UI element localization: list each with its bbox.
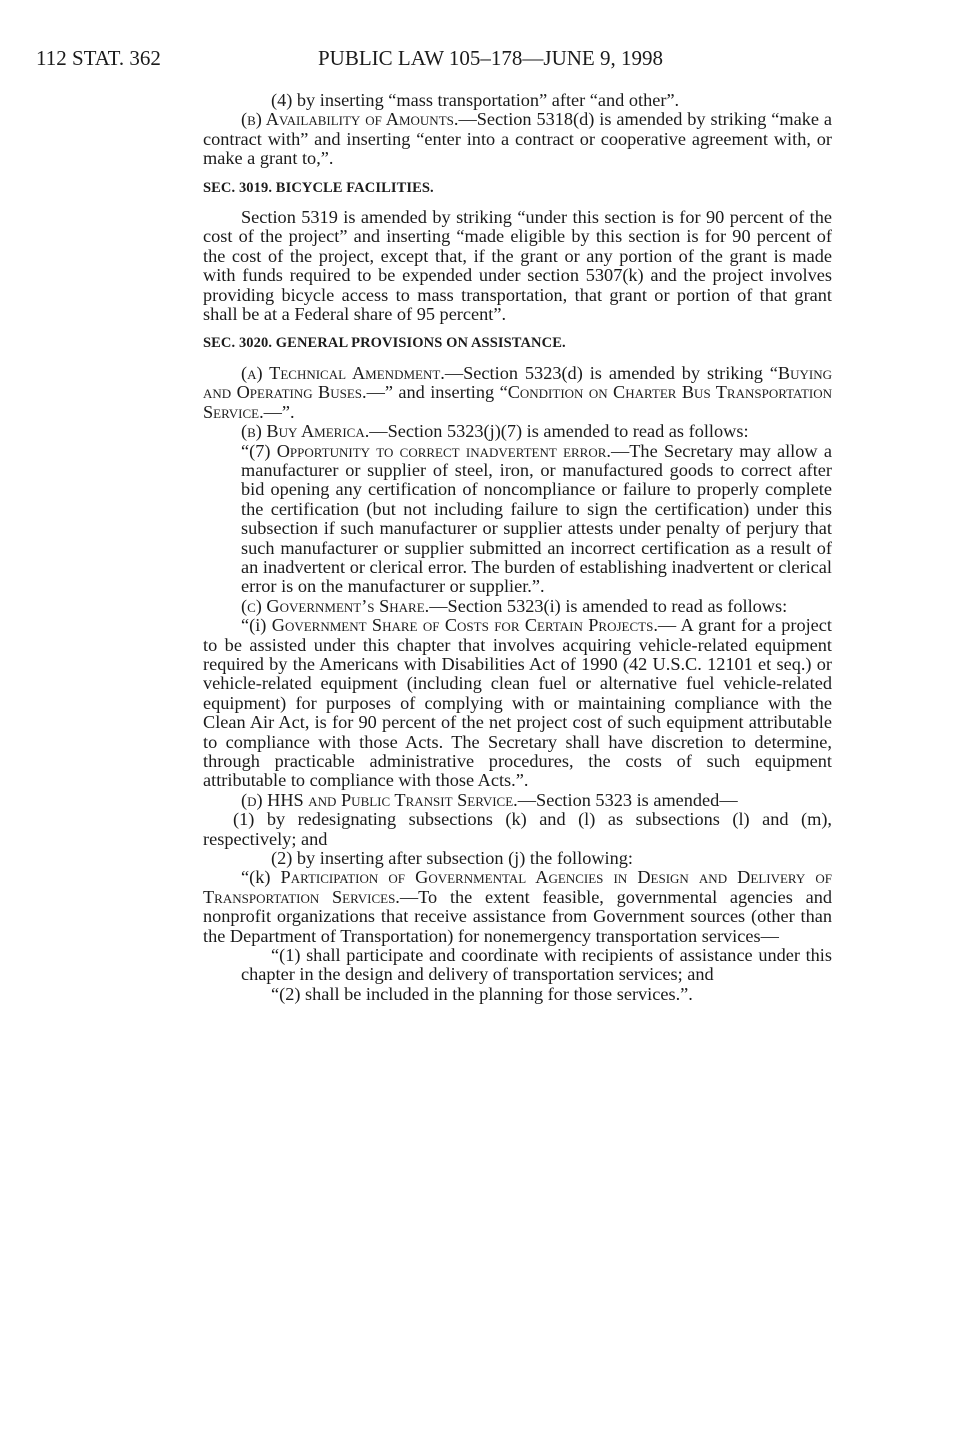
- subsection-b-availability: (b) Availability of Amounts.—Section 5318(d) is amended by striking “make a contract with” and inserting “enter into a contract or cooperative agreement with, or make a grant to,”.: [203, 109, 833, 169]
- subsection-a-technical: (a) Technical Amendment.—Section 5323(d) is amended by striking “Buying and Operating Buses.—” and inserting “Condition on Charter Bus Transportation Service.—”.: [203, 362, 832, 422]
- subsection-heading: (d) HHS and Public Transit Service.: [241, 789, 518, 810]
- subsection-heading: (a) Technical Amendment.: [241, 362, 445, 383]
- amendment-item-1: (1) by redesignating subsections (k) and (l) as subsections (l) and (m), respectively; and: [203, 809, 832, 849]
- quoted-subsection-k: “(k) Participation of Governmental Agencies in Design and Delivery of Transportation Services.—To the extent feasible, governmental agencies and nonprofit organizations that receive assistance from Government sources (other than the Department of Transportation) for nonemergency transportation services—: [203, 867, 832, 946]
- paragraph-heading: Government Share of Costs for Certain Projects.: [271, 615, 658, 636]
- section-3020-heading: SEC. 3020. GENERAL PROVISIONS ON ASSISTANCE.: [203, 335, 566, 352]
- quoted-item-1: “(1) shall participate and coordinate with recipients of assistance under this chapter in the design and delivery of transportation services; and: [241, 945, 832, 985]
- section-3019-text: Section 5319 is amended by striking “under this section is for 90 percent of the cost of the project” and inserting “made eligible by this section is for 90 percent of the cost of the project, except that, if the grant or any portion of the grant is made with funds required to be expended under section 5307(k) and the project involves providing bicycle access to mass transportation, that grant or portion of that grant shall be at a Federal share of 95 percent”.: [203, 207, 832, 325]
- paragraph-heading: Participation of Governmental Agencies in Design and Delivery of Transportation Services.: [203, 867, 832, 907]
- document-body: [203, 91, 832, 1004]
- amendment-item-2: (2) by inserting after subsection (j) the following:: [271, 848, 633, 869]
- subsection-d-hhs: (d) HHS and Public Transit Service.—Section 5323 is amended—: [241, 789, 738, 810]
- subsection-heading: (b) Availability of Amounts.: [241, 109, 459, 130]
- statute-page-number: 112 STAT. 362: [36, 46, 161, 70]
- quoted-subsection-i: “(i) Government Share of Costs for Certain Projects.— A grant for a project to be assisted under this chapter that involves acquiring vehicle-related equipment required by the Americans with Disabilities Act of 1990 (42 U.S.C. 12101 et seq.) or vehicle-related equipment (including clean fuel or alternative fuel vehicle-related equipment) for purposes of complying with or maintaining compliance with the Clean Air Act, is for 90 percent of the net project cost of such equipment attributable to compliance with those Acts. The Secretary shall have discretion to determine, through practicable administrative procedures, the costs of such equipment attributable to compliance with those Acts.”.: [203, 615, 832, 791]
- section-3019-heading: SEC. 3019. BICYCLE FACILITIES.: [203, 179, 434, 196]
- public-law-title: PUBLIC LAW 105–178—JUNE 9, 1998: [318, 46, 664, 70]
- subsection-c-government-share: (c) Government’s Share.—Section 5323(i) is amended to read as follows:: [241, 595, 788, 616]
- subsection-heading: (c) Government’s Share.: [241, 595, 430, 616]
- quoted-item-2: “(2) shall be included in the planning for those services.”.: [271, 983, 693, 1004]
- subsection-heading: (b) Buy America.: [241, 421, 370, 442]
- paragraph-heading: Opportunity to correct inadvertent error.: [276, 440, 611, 461]
- subsection-b-buy-america: (b) Buy America.—Section 5323(j)(7) is amended to read as follows:: [241, 421, 749, 442]
- paragraph-4: (4) by inserting “mass transportation” after “and other”.: [271, 90, 680, 110]
- quoted-paragraph-7: “(7) Opportunity to correct inadvertent error.—The Secretary may allow a manufacturer or supplier of steel, iron, or manufactured goods to correct after bid opening any certification of noncompliance or failure to properly complete the certification (but not including failure to sign the certification) under this subsection if such manufacturer or supplier attests under penalty of perjury that such manufacturer or supplier submitted an incorrect certification as a result of an inadvertent or clerical error. The burden of establishing inadvertent or clerical error is on the manufacturer or supplier.”.: [241, 440, 832, 597]
